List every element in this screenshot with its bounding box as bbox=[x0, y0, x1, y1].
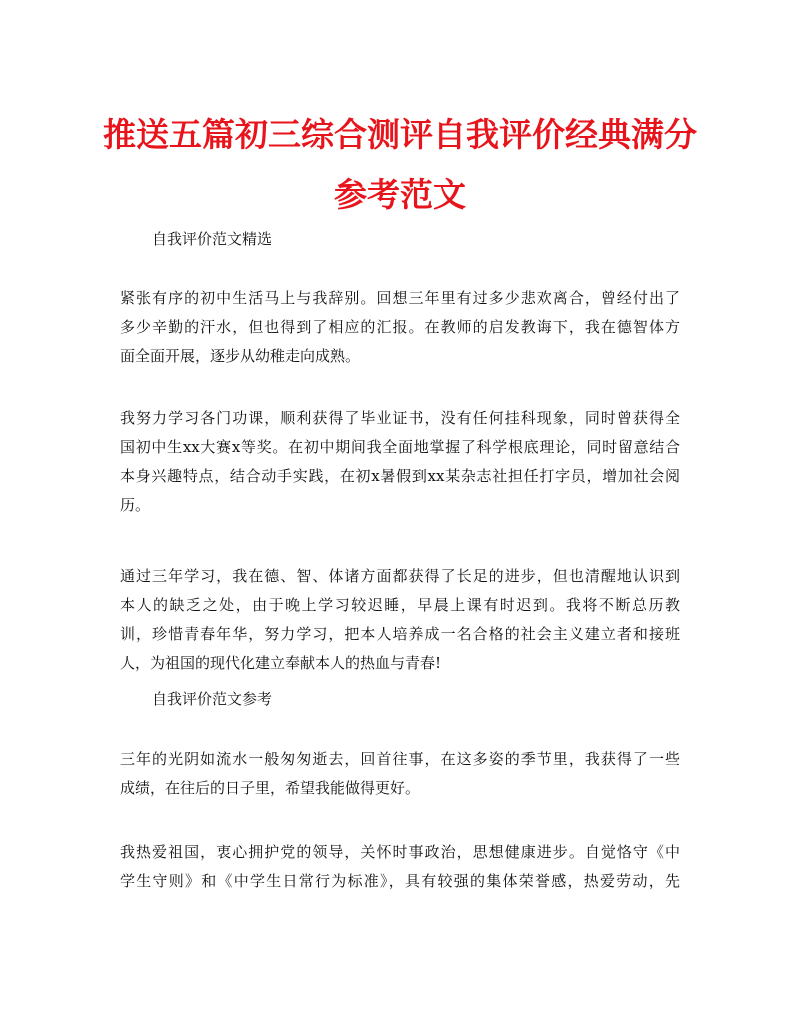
paragraph-5 bbox=[120, 838, 680, 896]
document-title-line-2: 参考范文 bbox=[334, 175, 466, 214]
paragraph-1 bbox=[120, 284, 680, 371]
paragraph-line: 多少辛勤的汗水，但也得到了相应的汇报。在教师的启发教诲下，我在德智体方 bbox=[120, 318, 680, 336]
paragraph-line: 我热爱祖国，衷心拥护党的领导，关怀时事政治，思想健康进步。自觉恪守《中 bbox=[120, 843, 680, 861]
section-subhead-2: 自我评价范文参考 bbox=[152, 690, 273, 708]
paragraph-line: 紧张有序的初中生活马上与我辞别。回想三年里有过多少悲欢离合，曾经付出了 bbox=[120, 289, 680, 307]
paragraph-line: 学生守则》和《中学生日常行为标准》，具有较强的集体荣誉感，热爱劳动，先 bbox=[120, 872, 680, 890]
paragraph-line: 本身兴趣特点，结合动手实践，在初x暑假到xx某杂志社担任打字员，增加社会阅 bbox=[120, 467, 680, 485]
paragraph-line: 历。 bbox=[120, 496, 151, 514]
paragraph-line: 面全面开展，逐步从幼稚走向成熟。 bbox=[120, 347, 361, 365]
paragraph-line: 本人的缺乏之处，由于晚上学习较迟睡，早晨上课有时迟到。我将不断总历教 bbox=[120, 596, 680, 614]
paragraph-line: 训，珍惜青春年华，努力学习，把本人培养成一名合格的社会主义建立者和接班 bbox=[120, 625, 680, 643]
paragraph-3 bbox=[120, 562, 680, 678]
paragraph-line: 成绩，在往后的日子里，希望我能做得更好。 bbox=[120, 779, 421, 797]
paragraph-line: 人，为祖国的现代化建立奉献本人的热血与青春! bbox=[120, 654, 442, 672]
section-subhead-1: 自我评价范文精选 bbox=[152, 230, 273, 248]
paragraph-4 bbox=[120, 745, 680, 803]
paragraph-line: 通过三年学习，我在德、智、体诸方面都获得了长足的进步，但也清醒地认识到 bbox=[120, 567, 680, 585]
document-title-line-1: 推送五篇初三综合测评自我评价经典满分 bbox=[103, 115, 697, 154]
paragraph-2 bbox=[120, 404, 680, 520]
paragraph-line: 国初中生xx大赛x等奖。在初中期间我全面地掌握了科学根底理论，同时留意结合 bbox=[120, 438, 680, 456]
paragraph-line: 我努力学习各门功课，顺利获得了毕业证书，没有任何挂科现象，同时曾获得全 bbox=[120, 409, 680, 427]
paragraph-line: 三年的光阴如流水一般匆匆逝去，回首往事，在这多姿的季节里，我获得了一些 bbox=[120, 750, 680, 768]
